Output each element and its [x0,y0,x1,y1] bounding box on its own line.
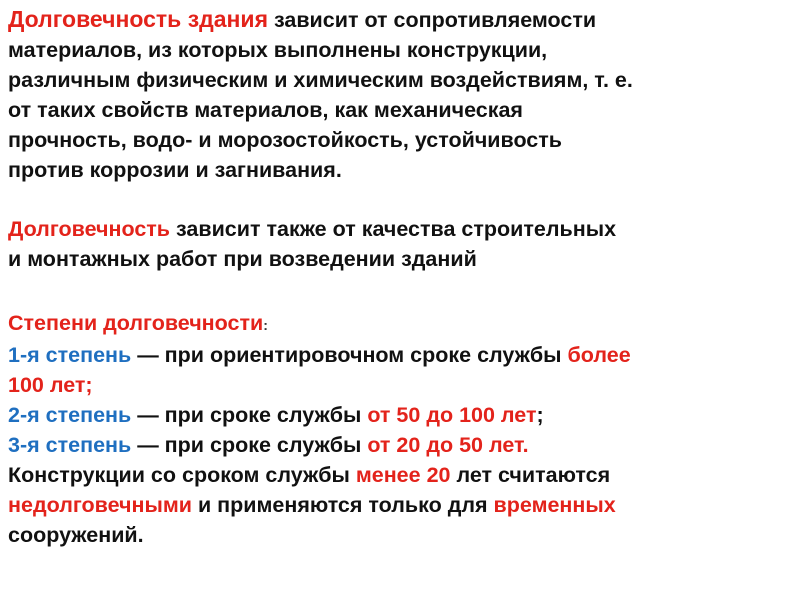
degree-label: 3-я степень [8,433,132,457]
degree-value: более [567,343,631,367]
degree-value: от 20 до 50 лет. [367,433,529,457]
note-highlight: временных [493,493,616,517]
text: зависит от сопротивляемости [268,8,597,32]
note-highlight: недолговечными [8,493,192,517]
heading-colon: : [263,317,268,333]
degree-text: — при сроке службы [131,403,368,427]
paragraph-durability-definition [8,4,792,185]
degree-value: от 50 до 100 лет [367,403,537,427]
degree-item-3 [8,430,792,460]
paragraph-line: различным физическим и химическим воздействиям, т. е. [8,68,633,92]
degree-tail: ; [536,403,544,427]
degree-text: — при ориентировочном сроке службы [131,343,568,367]
degrees-heading [8,308,792,340]
text: зависит также от качества строительных [170,217,617,241]
note-line-2 [8,490,792,520]
paragraph-line: и монтажных работ при возведении зданий [8,247,477,271]
paragraph-line: от таких свойств материалов, как механическая [8,98,523,122]
note-line-1 [8,460,792,490]
degree-label: 2-я степень [8,403,132,427]
degree-item-2 [8,400,792,430]
paragraph-durability-quality [8,214,792,274]
heading-text: Степени долговечности [8,311,264,335]
paragraph-line: материалов, из которых выполнены конструкции, [8,38,548,62]
note-highlight: менее 20 [355,463,451,487]
durability-degrees [8,308,792,550]
note-text: лет считаются [450,463,611,487]
paragraph-line: прочность, водо- и морозостойкость, устойчивость [8,128,563,152]
term-durability-building: Долговечность здания [8,6,268,32]
note-line-3: сооружений. [8,523,144,547]
degree-label: 1-я степень [8,343,132,367]
degree-item-1-cont: 100 лет; [8,373,93,397]
paragraph-line: против коррозии и загнивания. [8,158,342,182]
degree-item-1 [8,340,792,370]
paragraph-line [8,4,792,35]
paragraph-line [8,214,792,244]
note-text: и применяются только для [191,493,494,517]
term-durability: Долговечность [8,217,171,241]
degree-text: — при сроке службы [131,433,368,457]
note-text: Конструкции со сроком службы [8,463,356,487]
